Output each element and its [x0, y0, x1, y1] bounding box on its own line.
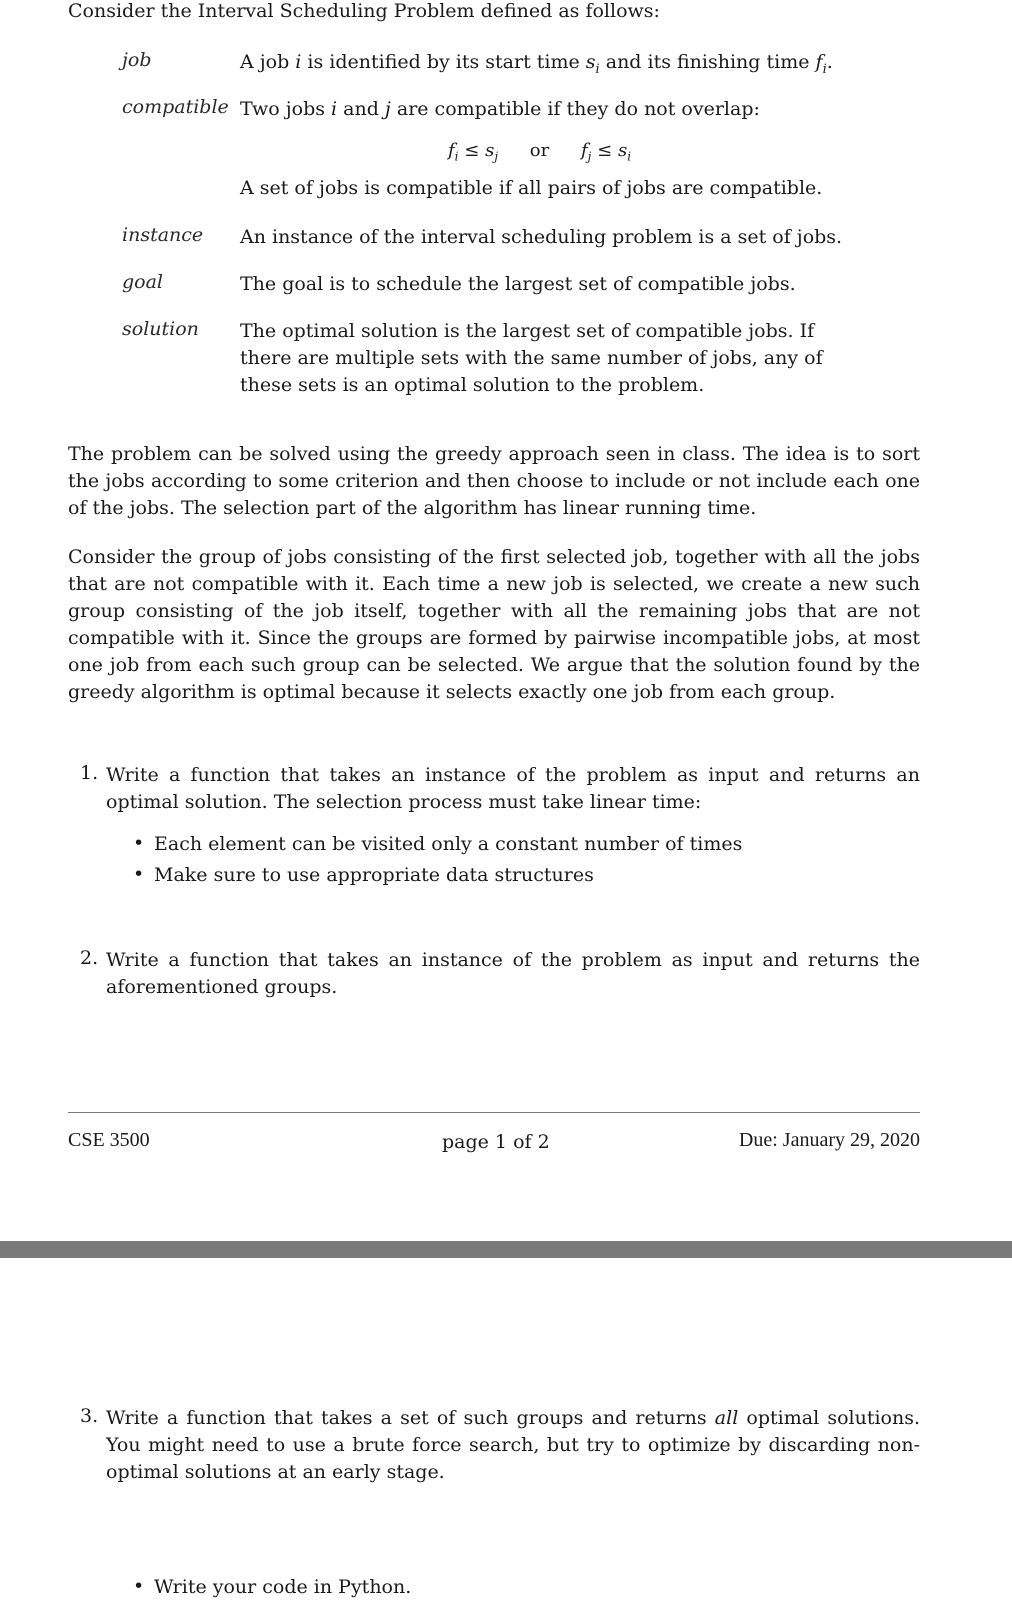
paragraph-greedy-approach: The problem can be solved using the greedy approach seen in class. The idea is to sort the jobs according to some criterion and then choose to include or not include each one of the jobs. The selection part of the algorithm has linear running time.	[68, 443, 920, 519]
definition-term-solution: solution	[122, 318, 199, 340]
definition-term-job: job	[122, 49, 152, 71]
task-1-bullet-2: Make sure to use appropriate data structures	[154, 864, 594, 886]
definition-term-goal: goal	[122, 271, 164, 293]
footer-course: CSE 3500	[68, 1129, 150, 1151]
page-2-bullet-python: Write your code in Python.	[154, 1576, 412, 1598]
definition-job-text: A job i is identified by its start time $s_i$ and its finishing time $f_i$.	[240, 51, 833, 77]
task-3-number: 3.	[80, 1405, 99, 1427]
definition-term-instance: instance	[122, 224, 204, 246]
bullet-marker: •	[133, 863, 145, 885]
bullet-marker: •	[133, 832, 145, 854]
compatibility-formula: $f_i \le s_j$ or $f_j \le s_i$	[448, 140, 632, 164]
definition-goal-text: The goal is to schedule the largest set of compatible jobs.	[240, 273, 796, 295]
intro-text: Consider the Interval Scheduling Problem defined as follows:	[68, 0, 660, 22]
definition-compatible-line1: Two jobs i and j are compatible if they do not overlap:	[240, 98, 760, 120]
footer-divider	[68, 1112, 920, 1113]
paragraph-groups: Consider the group of jobs consisting of the first selected job, together with all the jobs that are not compatible with it. Each time a new job is selected, we create a new such group consisting of the job itself, together with all the remaining jobs that are not compatible with it. Since the groups are formed by pairwise incompatible jobs, at most one job from each such group can be selected. We argue that the solution found by the greedy algorithm is optimal because it selects exactly one job from each group.	[68, 546, 920, 703]
task-1-bullet-1: Each element can be visited only a constant number of times	[154, 833, 743, 855]
task-2-text: Write a function that takes an instance of the problem as input and returns the aforementioned groups.	[106, 949, 920, 998]
footer-page-number: page 1 of 2	[442, 1131, 550, 1153]
task-1-number: 1.	[80, 762, 99, 784]
definition-instance-text: An instance of the interval scheduling problem is a set of jobs.	[240, 226, 843, 248]
task-3-text: Write a function that takes a set of such groups and returns all optimal solutions. You might need to use a brute force search, but try to optimize by discarding non-optimal solutions at an early stage.	[106, 1407, 920, 1483]
definition-term-compatible: compatible	[122, 96, 229, 118]
task-2-number: 2.	[80, 947, 99, 969]
definition-solution-text: The optimal solution is the largest set of compatible jobs. If there are multiple sets with the same number of jobs, any of these sets is an optimal solution to the problem.	[240, 320, 823, 396]
footer-due-date: Due: January 29, 2020	[738, 1129, 920, 1151]
bullet-marker: •	[133, 1575, 145, 1597]
task-1-text: Write a function that takes an instance of the problem as input and returns an optimal solution. The selection process must take linear time:	[106, 764, 920, 813]
page-separator	[0, 1241, 1012, 1258]
definition-compatible-line2: A set of jobs is compatible if all pairs of jobs are compatible.	[240, 177, 823, 199]
